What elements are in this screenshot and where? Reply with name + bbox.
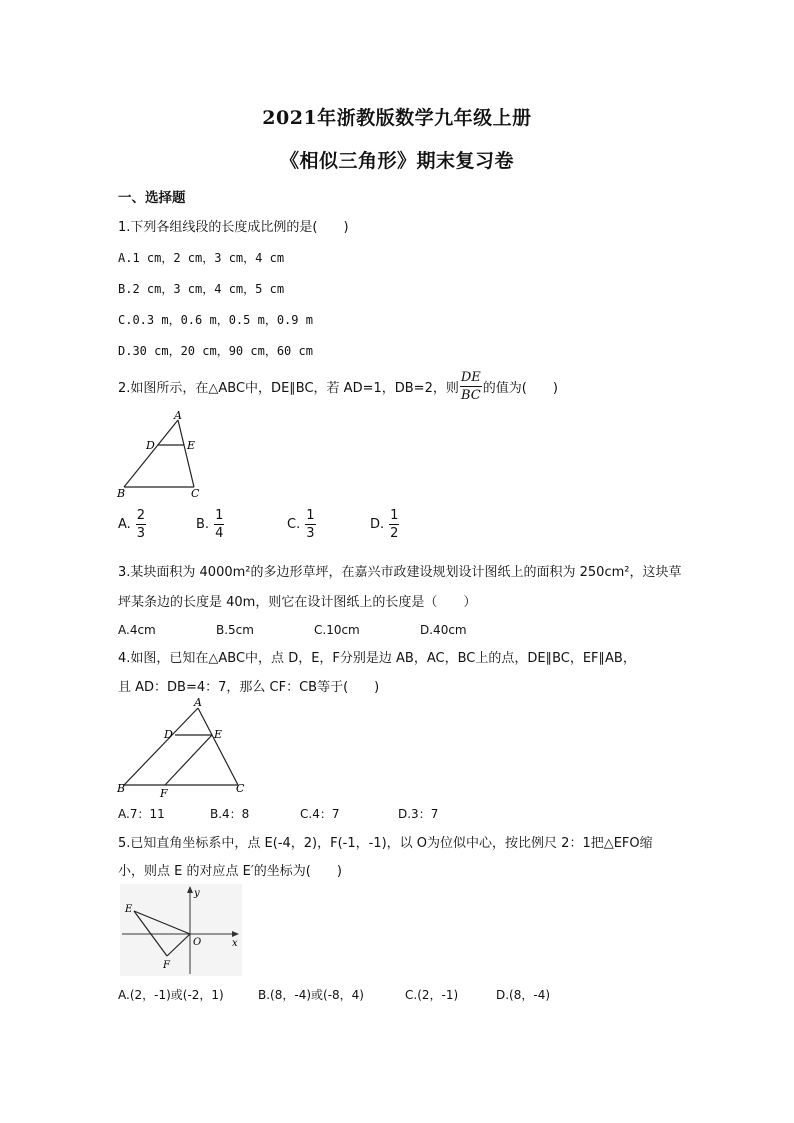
option-letter: D. <box>370 516 385 532</box>
option-denominator: 4 <box>215 525 224 541</box>
option-numerator: 1 <box>306 507 315 523</box>
question-4-option-a: A.7：11 <box>118 807 165 821</box>
option-letter: B. <box>196 516 210 532</box>
option-letter: C. <box>287 516 301 532</box>
paper-subtitle: 《相似三角形》期末复习卷 <box>279 150 514 172</box>
question-2-stem-text: 2.如图所示，在△ABC中，DE∥BC，若 AD=1，DB=2，则 <box>118 380 459 396</box>
question-4-stem-line2: 且 AD：DB=4：7，那么 CF：CB等于( ) <box>118 680 380 695</box>
figure-label-d: D <box>146 439 155 452</box>
figure-label-f: F <box>163 960 170 971</box>
figure-label-a: A <box>174 409 182 422</box>
question-2-option-a <box>118 505 146 543</box>
question-4-stem-line1: 4.如图，已知在△ABC中，点 D，E，F分别是边 AB，AC，BC上的点，DE∥BC，EF∥AB， <box>118 651 636 666</box>
figure-label-e: E <box>125 904 133 915</box>
question-5-option-c: C.(2，-1) <box>405 988 459 1002</box>
question-3-option-d: D.40cm <box>420 623 467 637</box>
option-numerator: 1 <box>390 507 399 523</box>
question-3-option-c: C.10cm <box>314 623 360 637</box>
question-2-figure <box>112 408 212 500</box>
question-1-stem: 1.下列各组线段的长度成比例的是( ) <box>118 220 349 235</box>
fraction-denominator: BC <box>460 387 481 403</box>
figure-label-d: D <box>164 728 173 741</box>
option-denominator: 3 <box>136 525 146 541</box>
question-5-stem-line1: 5.已知直角坐标系中，点 E(-4，2)，F(-1，-1)，以 O为位似中心，按比例尺 2：1把△EFO缩 <box>118 836 653 851</box>
figure-label-c: C <box>236 782 245 795</box>
figure-label-o: O <box>193 937 202 948</box>
question-5-figure <box>120 884 242 976</box>
question-3-option-b: B.5cm <box>216 623 254 637</box>
figure-label-b: B <box>117 782 126 795</box>
question-2-fraction <box>460 371 482 402</box>
option-numerator: 1 <box>215 507 224 523</box>
figure-label-b: B <box>117 487 126 500</box>
question-5-option-d: D.(8，-4) <box>496 988 551 1002</box>
question-3-stem-line2: 坪某条边的长度是 40m，则它在设计图纸上的长度是（ ） <box>118 595 477 610</box>
question-2-option-d <box>370 505 399 543</box>
question-4-option-c: C.4：7 <box>300 807 340 821</box>
question-5-stem-line2: 小，则点 E 的对应点 E′的坐标为( ) <box>118 864 342 879</box>
fraction-numerator: DE <box>460 369 481 385</box>
option-letter: A. <box>118 516 131 532</box>
question-2-stem-tail: 的值为( ) <box>482 380 558 396</box>
question-1-option-b: B.2 cm，3 cm，4 cm，5 cm <box>118 282 285 296</box>
question-3-option-a: A.4cm <box>118 623 156 637</box>
option-denominator: 3 <box>306 525 315 541</box>
question-5-option-a: A.(2，-1)或(-2，1) <box>118 988 224 1002</box>
question-1-option-c: C.0.3 m，0.6 m，0.5 m，0.9 m <box>118 313 313 327</box>
section-heading: 一、选择题 <box>118 190 186 206</box>
figure-label-x: x <box>232 938 238 949</box>
question-4-option-b: B.4：8 <box>210 807 250 821</box>
figure-label-f: F <box>160 787 168 798</box>
question-2-option-c <box>287 505 316 543</box>
question-2-stem <box>118 368 558 404</box>
question-5-option-b: B.(8，-4)或(-8，4) <box>258 988 364 1002</box>
question-1-option-a: A.1 cm，2 cm，3 cm，4 cm <box>118 251 285 265</box>
question-2-option-b <box>196 505 224 543</box>
figure-label-y: y <box>194 888 200 899</box>
option-numerator: 2 <box>136 507 146 523</box>
figure-label-e: E <box>187 439 196 452</box>
option-denominator: 2 <box>390 525 399 541</box>
question-3-stem-line1: 3.某块面积为 4000m²的多边形草坪，在嘉兴市政建设规划设计图纸上的面积为 250cm²，这块草 <box>118 565 682 580</box>
paper-title: 2021年浙教版数学九年级上册 <box>262 107 532 129</box>
figure-label-c: C <box>191 487 200 500</box>
question-1-option-d: D.30 cm，20 cm，90 cm，60 cm <box>118 344 313 358</box>
question-4-option-d: D.3：7 <box>398 807 439 821</box>
figure-label-a: A <box>194 696 202 709</box>
question-4-figure <box>112 694 252 798</box>
figure-label-e: E <box>214 728 223 741</box>
